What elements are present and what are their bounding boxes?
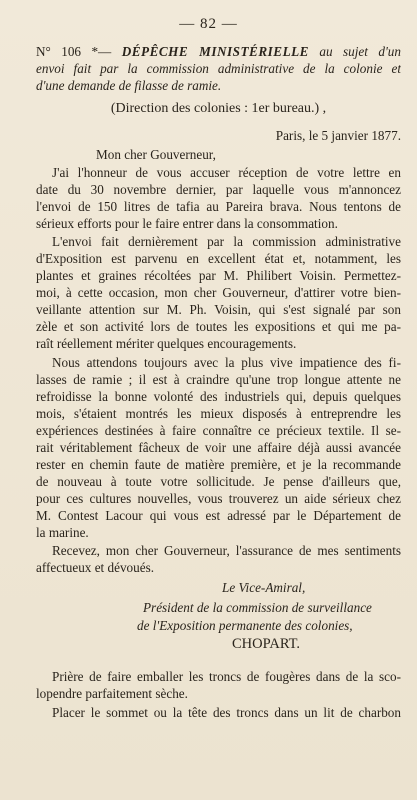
para6-line: Placer le sommet ou la tête des troncs dans un lit de charbon xyxy=(52,705,401,720)
para2-line: moi, à cette occasion, mon cher Gouverneur, d'attirer votre bien- xyxy=(36,285,401,300)
para5-line xyxy=(36,685,401,702)
heading-line-1 xyxy=(36,43,401,60)
para3-line: de nouveau à toute votre sollicitude. Je pense d'ailleurs que, xyxy=(36,474,401,489)
heading-line-2: envoi fait par la commission administrative de la colonie et xyxy=(36,61,401,76)
para2-line: zèle et son activité lors de toutes les expositions et qui me pa- xyxy=(36,319,401,334)
para3-line: expériences destinées à faire connaître ce précieux textile. Il se- xyxy=(36,423,401,438)
direction-line: (Direction des colonies : 1er bureau.) , xyxy=(110,101,327,116)
para3-line: mois, s'étaient montrés les mieux disposés à entreprendre les xyxy=(36,406,401,421)
para3-line: rait véritablement fâcheux de voir une affaire déjà aussi avancée xyxy=(36,440,401,455)
signature-title: Le Vice-Amiral, xyxy=(222,580,306,595)
para4-line: affectueux et dévoués. xyxy=(36,560,155,575)
para3-line: rester en chemin faute de matière première, et je la recommande xyxy=(36,457,401,472)
place-date: Paris, le 5 janvier 1877. xyxy=(275,128,401,143)
para3-line: lasses de ramie ; il est à craindre qu'une trop longue attente ne xyxy=(36,372,401,387)
para1-line: J'ai l'honneur de vous accuser réception de votre lettre en xyxy=(52,165,401,180)
para5-text: lopendre parfaitement sèche. xyxy=(36,686,188,701)
para2-line: raît réellement mériter quelques encouragements. xyxy=(36,336,297,351)
signature-role-1: Président de la commission de surveillance xyxy=(143,600,372,615)
para2-line: veillante attention sur M. Ph. Voisin, qui s'est signalé par son xyxy=(36,302,401,317)
dispatch-number: N° 106 *— xyxy=(36,44,112,59)
dispatch-title: DÉPÊCHE MINISTÉRIELLE xyxy=(121,44,309,59)
dispatch-subject-start: au sujet d'un xyxy=(319,44,401,59)
para4-line: Recevez, mon cher Gouverneur, l'assurance de mes sentiments xyxy=(52,543,401,558)
para2-line: d'Exposition est parvenu en excellent état et, notamment, les xyxy=(36,251,401,266)
para2-line: L'envoi fait dernièrement par la commission administrative xyxy=(52,234,401,249)
signature-name: CHOPART. xyxy=(232,636,301,652)
para5-line: Prière de faire emballer les troncs de fougères dans de la sco- xyxy=(52,669,401,684)
para3-line: pour ces cultures nouvelles, vous trouverez un aide sérieux chez xyxy=(36,491,401,506)
page-number: — 82 — xyxy=(179,16,238,32)
salutation: Mon cher Gouverneur, xyxy=(96,147,216,162)
para3-line: refroidisse la bonne volonté des industriels qui, depuis quelques xyxy=(36,389,401,404)
para2-line: plantes et graines récoltées par M. Philibert Voisin. Permettez- xyxy=(36,268,401,283)
para1-line: l'envoi de 150 litres de tafia au Pareira brava. Nous tentons de xyxy=(36,199,401,214)
para1-line: sérieux efforts pour le faire entrer dans la consommation. xyxy=(36,216,338,231)
para3-line: la marine. xyxy=(36,525,89,540)
heading-line-3: d'une demande de filasse de ramie. xyxy=(36,78,222,93)
signature-role-2: de l'Exposition permanente des colonies, xyxy=(137,618,353,633)
para1-line: date du 30 novembre dernier, par laquelle vous m'annoncez xyxy=(36,182,401,197)
para3-line: M. Contest Lacour qui vous est adressé par le Département de xyxy=(36,508,401,523)
para3-line: Nous attendons toujours avec la plus vive impatience des fi- xyxy=(52,355,401,370)
